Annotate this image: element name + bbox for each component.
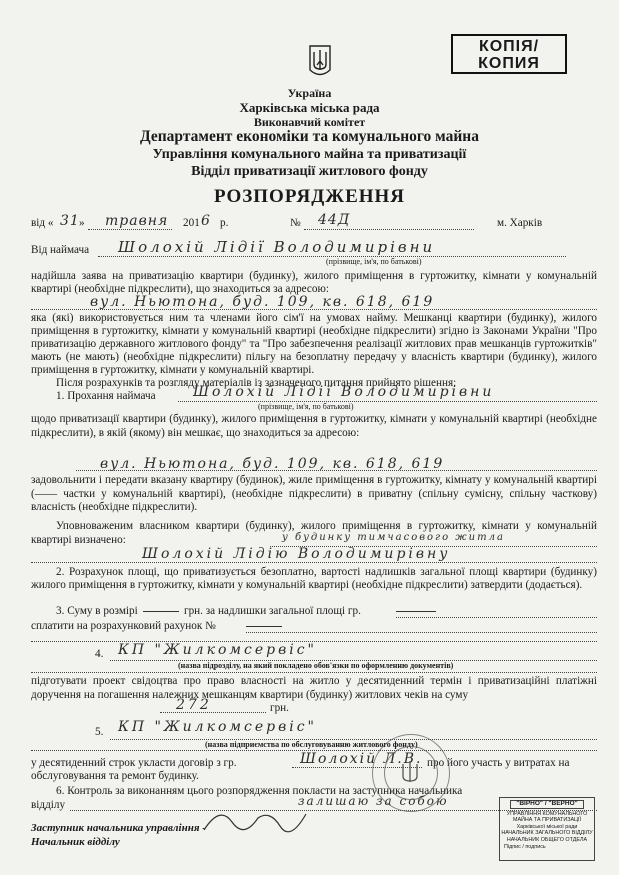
header-country: Україна bbox=[287, 86, 332, 100]
item1-name: Шолохій Лідії Володимирівни bbox=[193, 384, 495, 400]
from-hint: (прізвище, ім'я, по батькові) bbox=[326, 257, 422, 266]
item5-text2: про його участь у витратах на обслуговування та ремонт будинку. bbox=[31, 757, 570, 782]
item4-label: 4. bbox=[95, 648, 104, 660]
header-department: Департамент економіки та комунального майна bbox=[140, 128, 479, 145]
verification-stamp bbox=[499, 797, 595, 861]
from-label: Від наймача bbox=[31, 244, 90, 256]
stamp-line1: УПРАВЛІННЯ КОМУНАЛЬНОГО МАЙНА ТА ПРИВАТИЗАЦІЇ bbox=[506, 810, 588, 824]
item5-label: 5. bbox=[95, 726, 104, 738]
header-council: Харківська міська рада bbox=[239, 100, 380, 115]
item1-transfer-text: задовольнити і передати вказану квартиру (будинок), жиле приміщення в гуртожитку, кімнату у комунальній квартирі (—— частки у комунальній квартирі), (необхідне підкреслити) в приватну (спільну сумісну, спільну часткову) власність (необхідне підкреслити). bbox=[31, 474, 597, 513]
stamp-signature-label: Підпис / подпись bbox=[504, 843, 546, 850]
item1-owner-handwritten: у будинку тимчасового житла bbox=[282, 532, 505, 543]
signature-role2: Начальник відділу bbox=[31, 836, 120, 848]
header-unit: Відділ приватизації житлового фонду bbox=[191, 164, 428, 179]
date-year-label: р. bbox=[220, 217, 229, 229]
date-month: травня bbox=[105, 213, 169, 229]
stamp-line3: НАЧАЛЬНИК ЗАГАЛЬНОГО ВІДДІЛУ bbox=[501, 830, 593, 837]
copy-stamp bbox=[451, 34, 567, 74]
item5-name: Шолохій Л.В. bbox=[300, 751, 423, 767]
item4-text: підготувати проект свідоцтва про право власності на житло у десятиденний термін і приватизаційні платіжні доручення на погашення належних мешканцям квартири (будинку) житлових чеків на суму bbox=[31, 675, 597, 701]
city: м. Харків bbox=[497, 217, 543, 229]
date-year-prefix: 201 bbox=[183, 217, 200, 229]
item6-department: відділу bbox=[31, 799, 66, 811]
item1-text: щодо приватизації квартири (будинку), жилого приміщення в гуртожитку, кімнати у комунальній квартирі (необхідне підкреслити), в якій (якому) він мешкає, що знаходиться за адресою: bbox=[31, 413, 597, 439]
stamp-line2: Харківської міської ради bbox=[516, 823, 578, 830]
from-name: Шолохій Лідії Володимирівни bbox=[118, 238, 436, 256]
document-number: 44Д bbox=[318, 212, 351, 228]
copy-stamp-line2: КОПИЯ bbox=[478, 55, 540, 72]
seal-trident-icon bbox=[396, 758, 424, 786]
item1-owner-text: Уповноваженим власником квартири (будинку), жилого приміщення в гуртожитку, кімнати у комунальній квартирі визначено: bbox=[31, 520, 597, 546]
date-year-suffix: 6 bbox=[201, 213, 211, 229]
handwritten-signature-icon bbox=[200, 800, 310, 840]
item3-account-text: сплатити на розрахунковий рахунок № bbox=[31, 620, 216, 632]
item5-handwritten: КП "Жилкомсервіс" bbox=[118, 719, 317, 735]
date-prefix: від « bbox=[31, 217, 54, 229]
item1-hint: (прізвище, ім'я, по батькові) bbox=[258, 402, 354, 411]
item1-address: вул. Ньютона, буд. 109, кв. 618, 619 bbox=[100, 456, 445, 472]
paragraph-application: надійшла заява на приватизацію квартири (будинку), жилого приміщення в гуртожитку, кімнати у комунальній квартирі (необхідне підкреслити), що знаходиться за адресою: bbox=[31, 270, 597, 295]
item4-hint: (назва підрозділу, на який покладено обов'язки по оформленню документів) bbox=[178, 661, 454, 670]
address-handwritten: вул. Ньютона, буд. 109, кв. 618, 619 bbox=[90, 294, 435, 310]
item1-owner-name: Шолохій Лідію Володимирівну bbox=[142, 546, 451, 562]
paragraph-privileges: яка (які) використовується ним та членами його сім'ї на умовах найму. Мешканці квартири (будинку), жилого приміщення в гуртожитку, кімнати у комунальній квартирі (необхідне підкреслити) згідно із Законами України "Про приватизацію державного житлового фонду" та "Про забезпечення реалізації житлових прав мешканців гуртожитків" мають (не мають) (необхідне підкреслити) пільгу на безоплатну передачу у власність квартири (будинку), жилого приміщення в гуртожитку, кімнати у комунальній квартирі. bbox=[31, 312, 597, 376]
date-sep: » bbox=[79, 217, 85, 229]
number-label: № bbox=[290, 217, 301, 229]
item5-text: у десятиденний строк укласти договір з гр. bbox=[31, 757, 237, 769]
header-committee: Виконавчий комітет bbox=[253, 115, 366, 129]
item6-text: 6. Контроль за виконанням цього розпорядження покласти на заступника начальника bbox=[56, 785, 463, 797]
item3-sum-label: 3. Суму в розмірі bbox=[56, 605, 138, 617]
paragraph-decision: Після розрахунків та розгляду матеріалів із зазначеного питання прийнято рішення: bbox=[56, 377, 457, 389]
item5-hint: (назва підприємства по обслуговуванню житлового фонду) bbox=[205, 740, 418, 749]
stamp-line4: НАЧАЛЬНИК ОБЩЕГО ОТДЕЛА bbox=[506, 836, 588, 843]
item1-label: 1. Прохання наймача bbox=[56, 390, 156, 402]
item6-handwritten: залишаю за собою bbox=[298, 794, 449, 808]
document-title: РОЗПОРЯДЖЕННЯ bbox=[213, 186, 406, 207]
copy-stamp-line1: КОПІЯ/ bbox=[478, 38, 540, 55]
item3-sum-text: грн. за надлишки загальної площі гр. bbox=[184, 605, 361, 617]
item4-sum: 272 bbox=[176, 697, 212, 713]
item2-text: 2. Розрахунок площі, що приватизується безоплатно, вартості надлишків загальної площі квартири (будинку) жилого приміщення в гуртожитку, кімнати у комунальній квартирі (необхідне підкреслити) затвердити (додається). bbox=[31, 566, 597, 591]
trident-emblem-icon bbox=[308, 44, 332, 80]
header-directorate: Управління комунального майна та приватизації bbox=[152, 147, 467, 162]
signature-role1: Заступник начальника управління - bbox=[31, 822, 206, 834]
date-day: 31 bbox=[60, 213, 80, 229]
item4-currency: грн. bbox=[270, 702, 289, 714]
item4-handwritten: КП "Жилкомсервіс" bbox=[118, 642, 317, 658]
stamp-verified: "ВІРНО" / "ВЕРНО" bbox=[510, 800, 584, 809]
